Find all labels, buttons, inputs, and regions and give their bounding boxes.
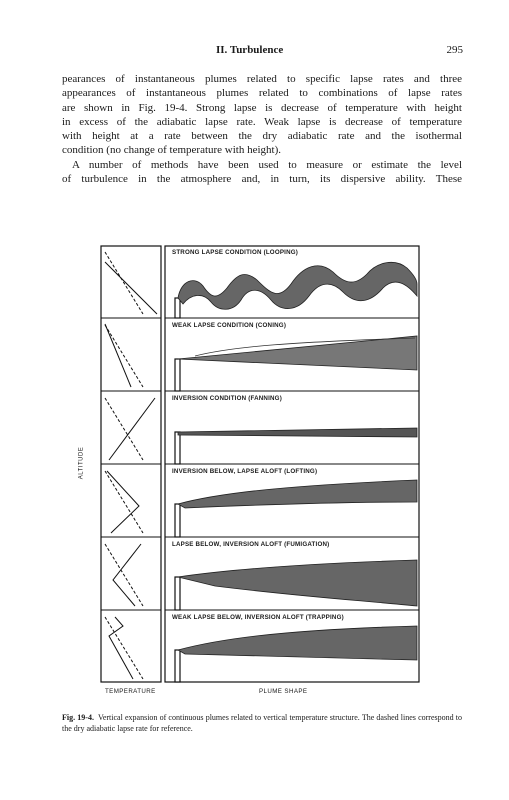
paragraph-2-line-2: of turbulence in the atmosphere and, in turn, its dispersive ability. These: [62, 173, 462, 186]
paragraph-2-line-1: A number of methods have been used to measure or estimate the level: [72, 158, 462, 171]
panel-label-trapping: WEAK LAPSE BELOW, INVERSION ALOFT (TRAPPING): [172, 614, 344, 621]
running-head: II. Turbulence: [216, 44, 284, 56]
page-number: 295: [446, 44, 463, 56]
panel-label-fanning: INVERSION CONDITION (FANNING): [172, 395, 282, 402]
page-header: [0, 44, 509, 58]
panel-label-fumigation: LAPSE BELOW, INVERSION ALOFT (FUMIGATION): [172, 541, 330, 548]
paragraph-1-line-2: appearances of instantaneous plumes related to combinations of lapse rates: [62, 87, 462, 100]
paragraph-1-line-4: in excess of the adiabatic lapse rate. Weak lapse is decrease of temperature: [62, 115, 462, 128]
caption-label: Fig. 19-4.: [62, 713, 94, 722]
paragraph-1-line-6: condition (no change of temperature with height).: [62, 144, 282, 157]
panel-label-looping: STRONG LAPSE CONDITION (LOOPING): [172, 249, 299, 256]
body-text: [62, 72, 462, 186]
figure-caption: [62, 712, 462, 734]
figure-plume-shapes: ALTITUDE STRONG LAPSE CONDITION (LOOPING) WEAK LAPSE CONDITION (CONING) INVERSION CONDITION (FANNING) INVERSION BELOW, LAPSE ALOFT (LOFTING) LAPSE BELOW, INVERSION ALOFT (FUMIGATION) WEAK LAPSE BELOW, INVERSION ALOFT (TRAPPING) TEMPERATURE PLUME SHAPE: [95, 240, 425, 685]
x-label-plume-shape: PLUME SHAPE: [259, 688, 308, 695]
paragraph-1-line-5: with height at a rate between the dry adiabatic rate and the isothermal: [62, 130, 462, 143]
paragraph-1-line-1: pearances of instantaneous plumes related to specific lapse rates and three: [62, 73, 462, 85]
panel-label-coning: WEAK LAPSE CONDITION (CONING): [172, 322, 287, 329]
caption-text: Vertical expansion of continuous plumes related to vertical temperature structure. The dashed lines correspond to the dry adiabatic lapse rate for reference.: [62, 713, 463, 733]
temperature-profiles: [105, 252, 157, 679]
panel-label-lofting: INVERSION BELOW, LAPSE ALOFT (LOFTING): [172, 468, 318, 475]
paragraph-1-line-3: are shown in Fig. 19-4. Strong lapse is decrease of temperature with height: [62, 101, 462, 114]
x-label-temperature: TEMPERATURE: [105, 688, 156, 695]
